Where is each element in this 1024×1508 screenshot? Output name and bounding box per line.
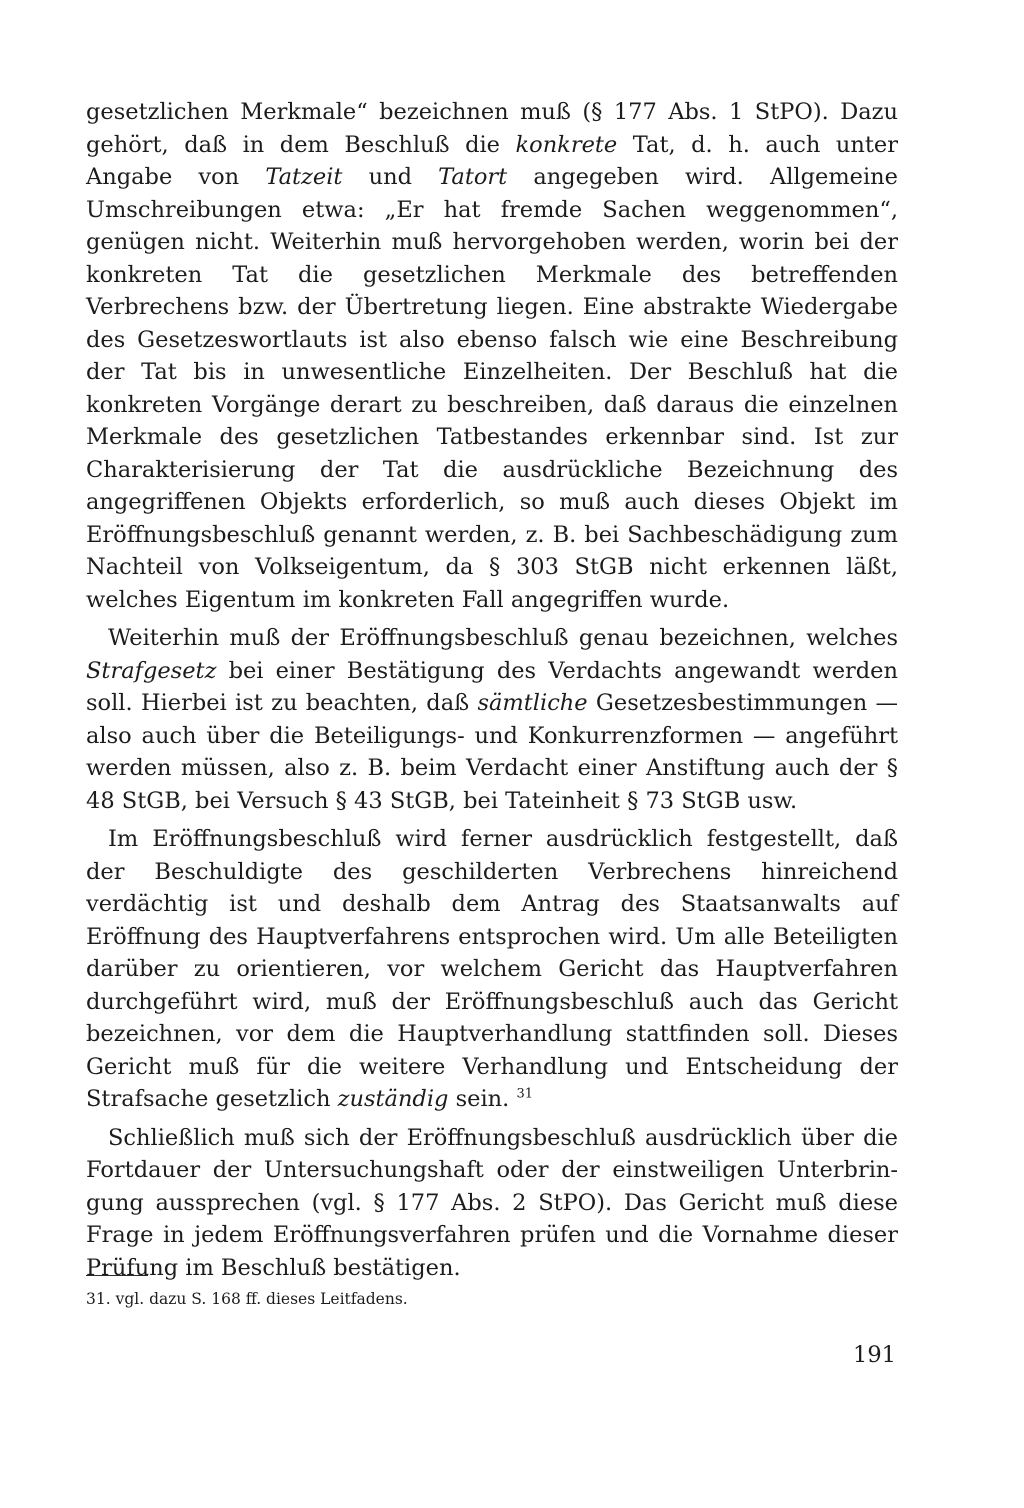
- text-segment: gesetzlichen Merkmale“ bezeichnen muß (§ 177 Abs. 1 StPO). Dazu gehört, daß in dem Beschluß die: [86, 99, 898, 158]
- paragraph: [86, 1122, 898, 1285]
- paragraph: [86, 96, 898, 616]
- text-segment: Gesetzesbestimmungen — also auch über die Beteiligungs- und Konkurrenzformen — angeführt werden müssen, also z. B. beim Verdacht einer Anstiftung auch der § 48 StGB, bei Versuch § 43 StGB, bei Tateinheit § 73 StGB usw.: [86, 690, 898, 814]
- text-segment: angegeben wird. Allgemeine Umschreibungen etwa: „Er hat fremde Sachen weggenommen“, genügen nicht. Weiterhin muß hervorgehoben werden, worin bei der konkreten Tat die gesetzlichen Merkmale des betreffenden Verbrechens bzw. der Übertretung liegen. Eine abstrakte Wiedergabe des Gesetzeswortlauts ist also ebenso falsch wie eine Beschreibung der Tat bis in unwesentliche Einzelheiten. Der Beschluß hat die konkreten Vorgänge derart zu beschreiben, daß daraus die einzelnen Merkmale des gesetzlichen Tatbestandes erkennbar sind. Ist zur Charakterisierung der Tat die ausdrückliche Bezeichnung des angegriffenen Objekts erforderlich, so muß auch dieses Objekt im Eröffnungsbeschluß genannt werden, z. B. bei Sachbeschädigung zum Nachteil von Volkseigentum, da § 303 StGB nicht erkennen läßt, welches Eigentum im konkreten Fall angegriffen wurde.: [86, 164, 898, 613]
- paragraph: [86, 823, 898, 1116]
- emphasized-text: Tatort: [438, 164, 508, 190]
- body-text: [86, 96, 898, 1290]
- paragraph: [86, 622, 898, 817]
- emphasized-text: konkrete: [515, 131, 618, 158]
- emphasized-text: sämtliche: [477, 690, 588, 716]
- text-segment: und: [342, 164, 439, 190]
- emphasized-text: Strafgesetz: [86, 657, 217, 684]
- footnote-separator: [86, 1275, 148, 1276]
- text-segment: sein.: [448, 1086, 510, 1112]
- text-segment: Tat, d. h. auch unter Angabe von: [86, 131, 898, 190]
- emphasized-text: Tatzeit: [265, 164, 343, 190]
- footnote: 31. vgl. dazu S. 168 ff. dieses Leitfadens.: [86, 1290, 408, 1308]
- text-segment: Schließlich muß sich der Eröffnungsbeschluß ausdrücklich über die Fortdauer der Untersuchungshaft oder der einstweiligen Unterbringung aussprechen (vgl. § 177 Abs. 2 StPO). Das Gericht muß diese Frage in jedem Eröffnungsverfahren prüfen und die Vornahme dieser Prüfung im Beschluß bestätigen.: [86, 1124, 898, 1281]
- text-segment: bei einer Bestätigung des Verdachts angewandt werden soll. Hierbei ist zu beachten, daß: [86, 657, 898, 716]
- text-segment: Im Eröffnungsbeschluß wird ferner ausdrücklich festgestellt, daß der Beschuldigte des geschilderten Verbrechens hinreichend verdächtig ist und deshalb dem Antrag des Staatsanwalts auf Eröffnung des Hauptverfahrens entsprochen wird. Um alle Beteiligten darüber zu orientieren, vor welchem Gericht das Hauptverfahren durchgeführt wird, muß der Eröffnungsbeschluß auch das Gericht bezeichnen, vor dem die Hauptverhandlung stattfinden soll. Dieses Gericht muß für die weitere Verhandlung und Entscheidung der Strafsache gesetzlich: [86, 826, 898, 1112]
- page-number: 191: [853, 1342, 896, 1368]
- emphasized-text: zuständig: [337, 1086, 449, 1112]
- text-segment: Weiterhin muß der Eröffnungsbeschluß genau bezeichnen, welches: [108, 625, 898, 651]
- footnote-reference: 31: [516, 1086, 533, 1102]
